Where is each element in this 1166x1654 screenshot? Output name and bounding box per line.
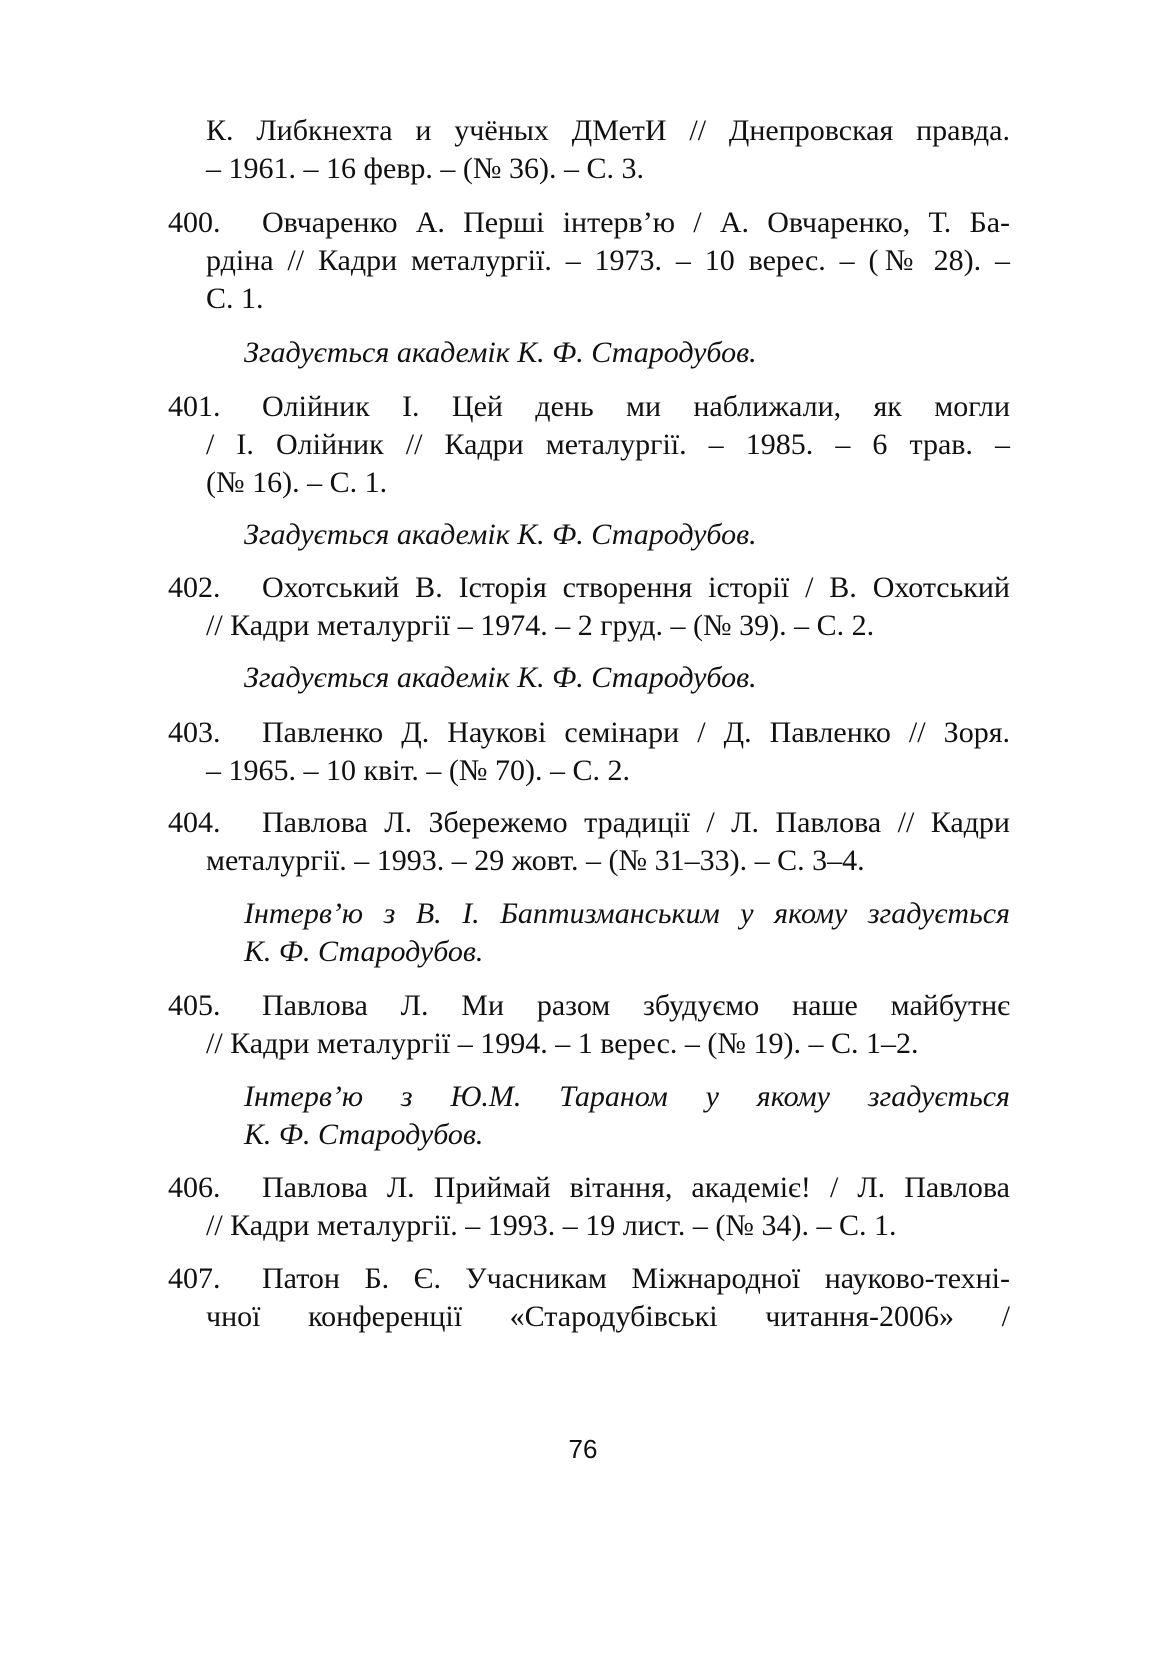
entry-number: 405. (168, 989, 221, 1022)
entry-text-line: Патон Б. Є. Учасникам Міжнародної науково-техні- (262, 1262, 1010, 1295)
entry-number: 400. (168, 206, 221, 239)
entry-number: 401. (168, 390, 221, 423)
entry-text-line: чної конференції «Стародубівські читання-2006» / (206, 1300, 1010, 1333)
entry-text-line: Павлова Л. Ми разом збудуємо наше майбутнє (262, 989, 1010, 1022)
entry-note: Згадується академік К. Ф. Стародубов. (244, 518, 757, 551)
entry-text-line: Овчаренко А. Перші інтерв’ю / А. Овчаренко, Т. Ба- (262, 206, 1010, 239)
entry-text-line: Павленко Д. Наукові семінари / Д. Павленко // Зоря. (262, 716, 1010, 749)
entry-text-line: Олійник І. Цей день ми наближали, як могли (262, 390, 1010, 423)
entry-note: Згадується академік К. Ф. Стародубов. (244, 336, 757, 369)
entry-number: 404. (168, 806, 221, 839)
entry-text-line: // Кадри металургії – 1994. – 1 верес. – (№ 19). – С. 1–2. (206, 1027, 919, 1060)
entry-text-line: / І. Олійник // Кадри металургії. – 1985. – 6 трав. – (206, 428, 1010, 461)
continuation-line: К. Либкнехта и учёных ДМетИ // Днепровская правда. (206, 114, 1010, 147)
entry-text-line: рдіна // Кадри металургії. – 1973. – 10 верес. – (№ 28). – (206, 244, 1010, 277)
entry-number: 403. (168, 716, 221, 749)
entry-text-line: (№ 16). – С. 1. (206, 466, 388, 499)
entry-text-line: Павлова Л. Приймай вітання, академіє! / Л. Павлова (262, 1171, 1010, 1204)
entry-text-line: С. 1. (206, 282, 264, 315)
entry-text-line: – 1965. – 10 квіт. – (№ 70). – С. 2. (206, 754, 631, 787)
entry-text-line: Охотський В. Історія створення історії / В. Охотський (262, 571, 1010, 604)
entry-note: Інтерв’ю з В. І. Баптизманським у якому згадується (244, 897, 1010, 930)
page-number: 76 (568, 1434, 598, 1464)
entry-number: 406. (168, 1171, 221, 1204)
entry-note: Згадується академік К. Ф. Стародубов. (244, 661, 757, 694)
entry-note: К. Ф. Стародубов. (244, 935, 484, 968)
entry-note: К. Ф. Стародубов. (244, 1118, 484, 1151)
entry-text-line: Павлова Л. Збережемо традиції / Л. Павлова // Кадри (262, 806, 1010, 839)
entry-number: 407. (168, 1262, 221, 1295)
entry-note: Інтерв’ю з Ю.М. Тараном у якому згадується (244, 1080, 1010, 1113)
entry-number: 402. (168, 571, 221, 604)
entry-text-line: металургії. – 1993. – 29 жовт. – (№ 31–33). – С. 3–4. (206, 844, 865, 877)
continuation-line: – 1961. – 16 февр. – (№ 36). – С. 3. (206, 152, 645, 185)
entry-text-line: // Кадри металургії – 1974. – 2 груд. – (№ 39). – С. 2. (206, 609, 875, 642)
entry-text-line: // Кадри металургії. – 1993. – 19 лист. – (№ 34). – С. 1. (206, 1209, 897, 1242)
